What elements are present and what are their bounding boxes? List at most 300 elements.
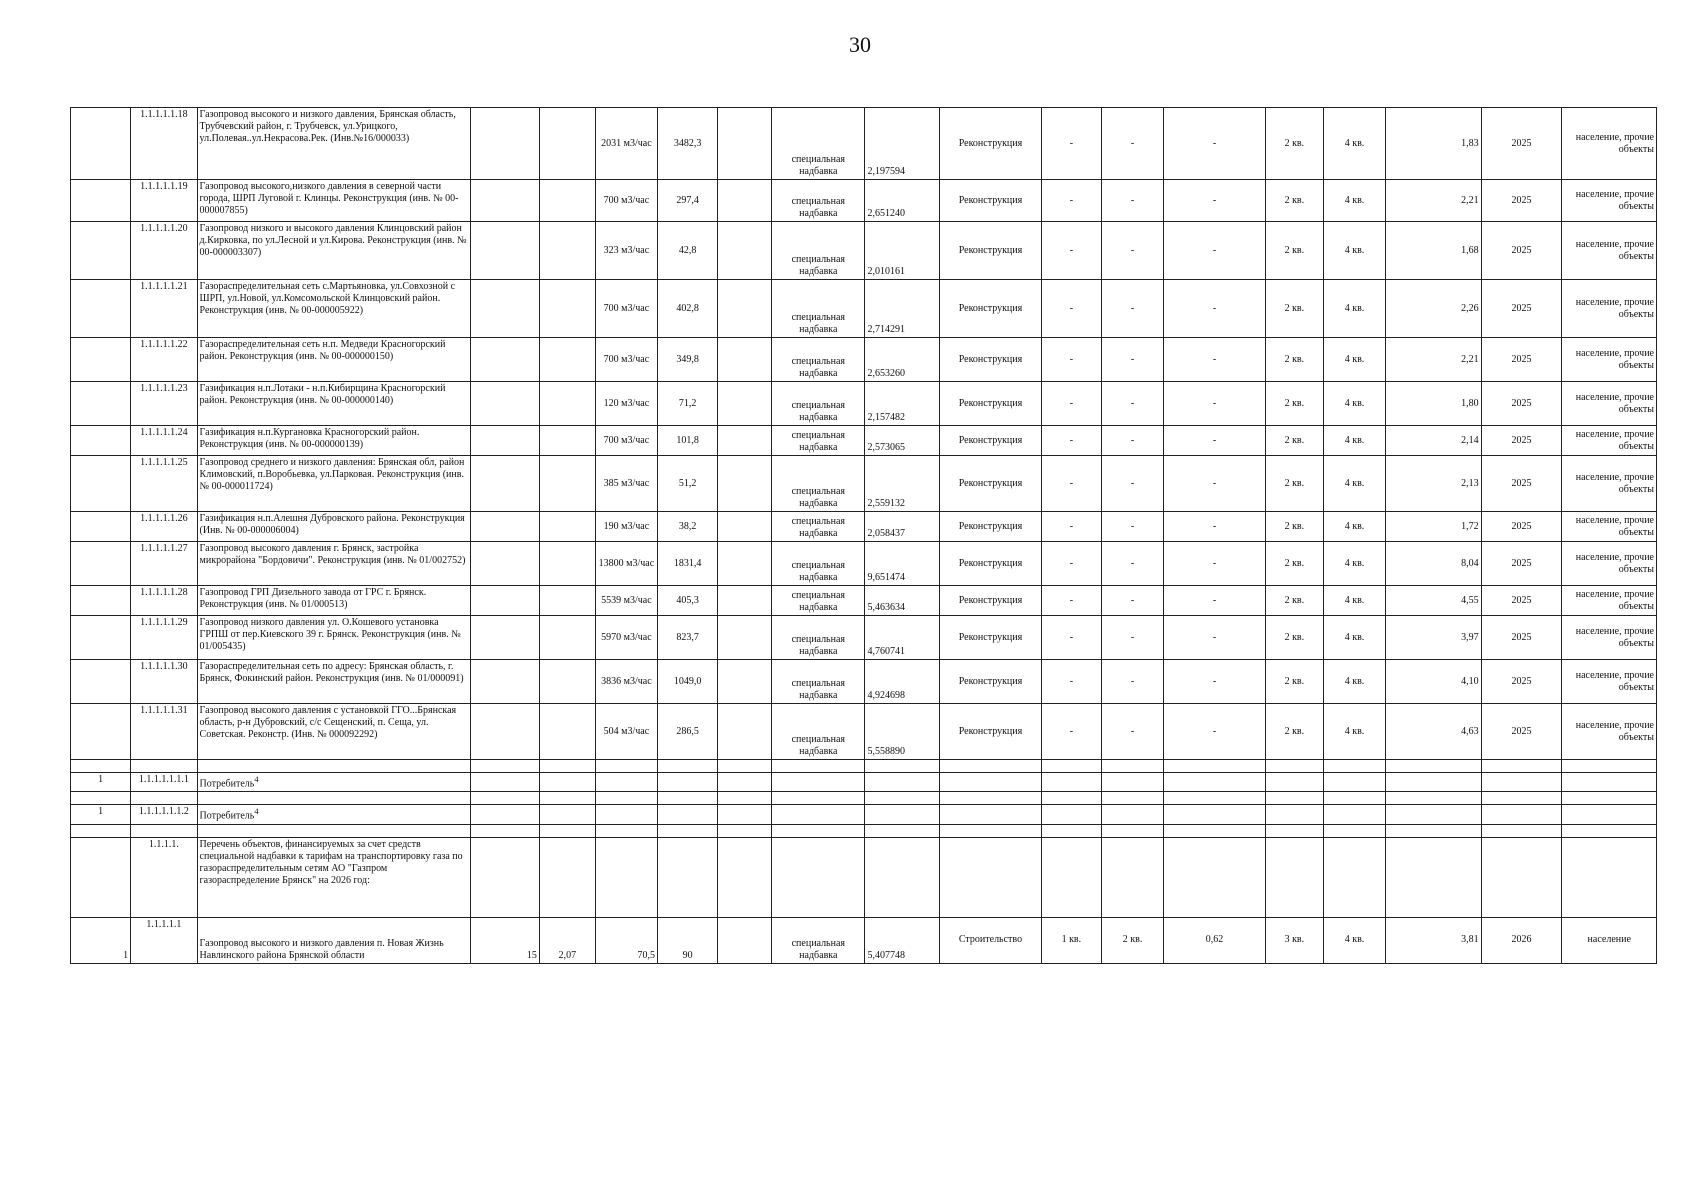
empty-cell (1323, 792, 1385, 805)
empty-cell (1041, 805, 1101, 824)
row-source: специальная надбавка (772, 180, 865, 222)
row-code: 1.1.1.1.1.31 (131, 704, 197, 760)
row-consumer: население, прочие объекты (1562, 704, 1657, 760)
empty-cell (1101, 824, 1163, 837)
row-number (71, 704, 131, 760)
row-source: специальная надбавка (772, 586, 865, 616)
row-value: 402,8 (658, 280, 718, 338)
empty-cell (1265, 760, 1323, 773)
row-start: 2 кв. (1265, 542, 1323, 586)
row-p1: - (1041, 704, 1101, 760)
row-p2: - (1101, 382, 1163, 426)
row-diameter (539, 108, 595, 180)
row-p3: - (1164, 512, 1266, 542)
row-year: 2025 (1481, 382, 1562, 426)
row-year: 2025 (1481, 222, 1562, 280)
row-consumer: население, прочие объекты (1562, 426, 1657, 456)
row-sum: 4,10 (1386, 660, 1481, 704)
row-name: Газораспределительная сеть с.Мартьяновка, ул.Совхозной с ШРП, ул.Новой, ул.Комсомольской Клинцовский район. Реконструкция (инв. № 00-000005922) (197, 280, 471, 338)
row-end: 4 кв. (1323, 222, 1385, 280)
empty-cell (539, 773, 595, 792)
empty-cell (940, 837, 1042, 917)
row-capacity: 2031 м3/час (595, 108, 657, 180)
table-row (71, 180, 1657, 222)
row-sum: 1,72 (1386, 512, 1481, 542)
row-value: 38,2 (658, 512, 718, 542)
empty-cell (595, 760, 657, 773)
row-type: Реконструкция (940, 456, 1042, 512)
row-year: 2025 (1481, 704, 1562, 760)
empty-cell (131, 792, 197, 805)
row-value: 42,8 (658, 222, 718, 280)
row-number (71, 426, 131, 456)
empty-cell (471, 837, 539, 917)
empty-cell (71, 792, 131, 805)
row-code: 1.1.1.1.1.20 (131, 222, 197, 280)
consumer-code: 1.1.1.1.1.1.1 (131, 773, 197, 792)
row-diameter (539, 542, 595, 586)
row-end: 4 кв. (1323, 280, 1385, 338)
row-capacity: 700 м3/час (595, 338, 657, 382)
empty-cell (1562, 824, 1657, 837)
row-name: Газопровод низкого и высокого давления Клинцовский район д.Кирковка, по ул.Лесной и ул.Кирова. Реконструкция (инв. № 00-000003307) (197, 222, 471, 280)
empty-cell (131, 760, 197, 773)
empty-cell (471, 773, 539, 792)
empty-cell (1323, 805, 1385, 824)
empty-row (71, 792, 1657, 805)
row-number (71, 456, 131, 512)
row-empty (718, 704, 772, 760)
row-length (471, 222, 539, 280)
row-year: 2025 (1481, 108, 1562, 180)
empty-cell (1323, 760, 1385, 773)
row-empty (718, 222, 772, 280)
row-diameter (539, 456, 595, 512)
row-capacity: 5539 м3/час (595, 586, 657, 616)
empty-cell (1041, 760, 1101, 773)
empty-cell (1265, 792, 1323, 805)
row-consumer: население (1562, 917, 1657, 963)
row-empty (718, 338, 772, 382)
row-code: 1.1.1.1.1.26 (131, 512, 197, 542)
row-type: Реконструкция (940, 108, 1042, 180)
row-year: 2025 (1481, 616, 1562, 660)
row-start: 2 кв. (1265, 586, 1323, 616)
row-p1: - (1041, 426, 1101, 456)
empty-cell (1101, 792, 1163, 805)
row-type: Реконструкция (940, 338, 1042, 382)
row-code: 1.1.1.1.1.22 (131, 338, 197, 382)
empty-cell (658, 824, 718, 837)
row-capacity: 190 м3/час (595, 512, 657, 542)
row-source: специальная надбавка (772, 426, 865, 456)
empty-cell (718, 773, 772, 792)
row-p3: - (1164, 586, 1266, 616)
empty-row (71, 824, 1657, 837)
row-length (471, 512, 539, 542)
table-row (71, 280, 1657, 338)
section-row (71, 837, 1657, 917)
row-start: 2 кв. (1265, 704, 1323, 760)
row-year: 2025 (1481, 338, 1562, 382)
row-source: специальная надбавка (772, 456, 865, 512)
row-p3: - (1164, 456, 1266, 512)
empty-cell (595, 773, 657, 792)
row-value: 823,7 (658, 616, 718, 660)
row-end: 4 кв. (1323, 180, 1385, 222)
section-number (71, 837, 131, 917)
row-capacity: 700 м3/час (595, 426, 657, 456)
empty-cell (1041, 792, 1101, 805)
empty-cell (595, 805, 657, 824)
row-length (471, 616, 539, 660)
row-coef: 2,058437 (865, 512, 940, 542)
row-year: 2025 (1481, 426, 1562, 456)
empty-cell (1164, 824, 1266, 837)
row-end: 4 кв. (1323, 512, 1385, 542)
row-empty (718, 382, 772, 426)
consumer-label: Потребитель (199, 778, 255, 790)
row-empty (718, 180, 772, 222)
row-year: 2025 (1481, 660, 1562, 704)
row-name: Газопровод высокого давления г. Брянск, застройка микрорайона "Бордовичи". Реконструкция (инв. № 01/002752) (197, 542, 471, 586)
row-source: специальная надбавка (772, 512, 865, 542)
empty-cell (1101, 773, 1163, 792)
row-p2: - (1101, 108, 1163, 180)
section-code: 1.1.1.1. (131, 837, 197, 917)
row-p2: - (1101, 704, 1163, 760)
row-year: 2026 (1481, 917, 1562, 963)
empty-cell (1386, 792, 1481, 805)
row-value: 349,8 (658, 338, 718, 382)
row-p1: 1 кв. (1041, 917, 1101, 963)
row-coef: 5,407748 (865, 917, 940, 963)
empty-cell (718, 792, 772, 805)
empty-cell (1041, 824, 1101, 837)
empty-cell (772, 792, 865, 805)
row-consumer: население, прочие объекты (1562, 108, 1657, 180)
row-sum: 4,55 (1386, 586, 1481, 616)
empty-cell (658, 760, 718, 773)
row-name: Газопровод среднего и низкого давления: Брянская обл, район Климовский, п.Воробьевка, ул.Парковая. Реконструкция (инв. № 00-000011724) (197, 456, 471, 512)
empty-cell (471, 792, 539, 805)
table-row (71, 917, 1657, 963)
row-number (71, 382, 131, 426)
row-p2: 2 кв. (1101, 917, 1163, 963)
row-type: Строительство (940, 917, 1042, 963)
row-coef: 2,653260 (865, 338, 940, 382)
row-diameter (539, 616, 595, 660)
row-type: Реконструкция (940, 704, 1042, 760)
row-type: Реконструкция (940, 660, 1042, 704)
empty-cell (865, 824, 940, 837)
empty-cell (865, 773, 940, 792)
row-sum: 3,81 (1386, 917, 1481, 963)
empty-cell (1562, 837, 1657, 917)
row-empty (718, 512, 772, 542)
row-type: Реконструкция (940, 426, 1042, 456)
row-end: 4 кв. (1323, 917, 1385, 963)
row-length (471, 704, 539, 760)
row-name: Газораспределительная сеть по адресу: Брянская область, г. Брянск, Фокинский район. Реконструкция (инв. № 01/000091) (197, 660, 471, 704)
row-end: 4 кв. (1323, 704, 1385, 760)
empty-cell (471, 760, 539, 773)
row-consumer: население, прочие объекты (1562, 542, 1657, 586)
row-type: Реконструкция (940, 542, 1042, 586)
empty-cell (1265, 824, 1323, 837)
footnote-mark: 4 (254, 775, 259, 784)
row-p1: - (1041, 542, 1101, 586)
row-p3: - (1164, 108, 1266, 180)
row-capacity: 323 м3/час (595, 222, 657, 280)
row-name: Газораспределительная сеть н.п. Медведи Красногорский район. Реконструкция (инв. № 00-000000150) (197, 338, 471, 382)
row-sum: 8,04 (1386, 542, 1481, 586)
row-diameter (539, 382, 595, 426)
row-number (71, 108, 131, 180)
row-type: Реконструкция (940, 512, 1042, 542)
empty-cell (1562, 773, 1657, 792)
row-year: 2025 (1481, 586, 1562, 616)
empty-cell (940, 824, 1042, 837)
row-diameter (539, 586, 595, 616)
row-number (71, 338, 131, 382)
row-p1: - (1041, 382, 1101, 426)
row-p2: - (1101, 616, 1163, 660)
section-title: Перечень объектов, финансируемых за счет средств специальной надбавки к тарифам на транспортировку газа по газораспределительным сетям АО "Газпром газораспределение Брянск" на 2026 год: (197, 837, 471, 917)
row-number (71, 280, 131, 338)
empty-cell (1265, 837, 1323, 917)
row-p1: - (1041, 338, 1101, 382)
row-p3: - (1164, 338, 1266, 382)
row-number (71, 512, 131, 542)
row-start: 2 кв. (1265, 280, 1323, 338)
row-number (71, 222, 131, 280)
row-type: Реконструкция (940, 222, 1042, 280)
row-value: 286,5 (658, 704, 718, 760)
row-source: специальная надбавка (772, 917, 865, 963)
row-start: 3 кв. (1265, 917, 1323, 963)
row-sum: 2,13 (1386, 456, 1481, 512)
row-code: 1.1.1.1.1 (131, 917, 197, 963)
row-value: 1049,0 (658, 660, 718, 704)
table-row (71, 660, 1657, 704)
row-consumer: население, прочие объекты (1562, 222, 1657, 280)
row-capacity: 5970 м3/час (595, 616, 657, 660)
row-p2: - (1101, 660, 1163, 704)
row-capacity: 504 м3/час (595, 704, 657, 760)
empty-cell (1386, 760, 1481, 773)
row-length (471, 426, 539, 456)
row-value: 51,2 (658, 456, 718, 512)
row-empty (718, 917, 772, 963)
row-sum: 2,21 (1386, 338, 1481, 382)
row-consumer: население, прочие объекты (1562, 586, 1657, 616)
empty-cell (772, 805, 865, 824)
row-coef: 5,463634 (865, 586, 940, 616)
row-p2: - (1101, 512, 1163, 542)
row-length (471, 382, 539, 426)
footnote-mark: 4 (254, 807, 259, 817)
row-source: специальная надбавка (772, 542, 865, 586)
empty-cell (772, 773, 865, 792)
empty-cell (539, 805, 595, 824)
row-p1: - (1041, 660, 1101, 704)
empty-cell (1164, 760, 1266, 773)
row-name: Газопровод высокого давления с установкой ГГО...Брянская область, р-н Дубровский, с/с Сещенский, п. Сеща, ул. Советская. Реконстр. (Инв. № 000092292) (197, 704, 471, 760)
row-p3: - (1164, 180, 1266, 222)
empty-cell (1386, 805, 1481, 824)
row-diameter (539, 704, 595, 760)
row-empty (718, 108, 772, 180)
row-end: 4 кв. (1323, 660, 1385, 704)
row-end: 4 кв. (1323, 456, 1385, 512)
row-name: Газопровод высокого,низкого давления в северной части города, ШРП Луговой г. Клинцы. Реконструкция (инв. № 00-000007855) (197, 180, 471, 222)
row-diameter: 2,07 (539, 917, 595, 963)
row-coef: 2,157482 (865, 382, 940, 426)
row-coef: 2,559132 (865, 456, 940, 512)
row-number (71, 586, 131, 616)
empty-cell (1164, 773, 1266, 792)
row-capacity: 700 м3/час (595, 280, 657, 338)
row-p1: - (1041, 512, 1101, 542)
empty-cell (1481, 792, 1562, 805)
row-sum: 1,80 (1386, 382, 1481, 426)
row-diameter (539, 280, 595, 338)
row-p1: - (1041, 180, 1101, 222)
empty-cell (1164, 792, 1266, 805)
table-row (71, 586, 1657, 616)
consumer-number: 1 (71, 773, 131, 792)
row-end: 4 кв. (1323, 586, 1385, 616)
empty-cell (658, 837, 718, 917)
row-length (471, 586, 539, 616)
row-name: Газопровод высокого и низкого давления, Брянская область, Трубчевский район, г. Трубчевск, ул.Урицкого, ул.Полевая..ул.Некрасова.Рек. (Инв.№16/000033) (197, 108, 471, 180)
row-length (471, 456, 539, 512)
row-consumer: население, прочие объекты (1562, 456, 1657, 512)
row-name: Газификация н.п.Алешня Дубровского района. Реконструкция (Инв. № 00-000006004) (197, 512, 471, 542)
empty-cell (539, 837, 595, 917)
empty-cell (1386, 837, 1481, 917)
row-number (71, 180, 131, 222)
row-length (471, 338, 539, 382)
row-capacity: 385 м3/час (595, 456, 657, 512)
row-p2: - (1101, 426, 1163, 456)
row-number (71, 616, 131, 660)
table-row (71, 222, 1657, 280)
row-year: 2025 (1481, 180, 1562, 222)
row-number (71, 542, 131, 586)
row-length: 15 (471, 917, 539, 963)
row-capacity: 70,5 (595, 917, 657, 963)
empty-cell (197, 824, 471, 837)
row-value: 71,2 (658, 382, 718, 426)
row-code: 1.1.1.1.1.24 (131, 426, 197, 456)
row-source: специальная надбавка (772, 616, 865, 660)
row-code: 1.1.1.1.1.19 (131, 180, 197, 222)
row-year: 2025 (1481, 542, 1562, 586)
row-p3: - (1164, 426, 1266, 456)
row-name: Газопровод низкого давления ул. О.Кошевого установка ГРПШ от пер.Киевского 39 г. Брянск. Реконструкция (инв. № 01/005435) (197, 616, 471, 660)
empty-cell (658, 805, 718, 824)
empty-cell (131, 824, 197, 837)
table-row (71, 426, 1657, 456)
empty-cell (539, 760, 595, 773)
row-length (471, 660, 539, 704)
row-end: 4 кв. (1323, 616, 1385, 660)
empty-cell (1164, 837, 1266, 917)
row-type: Реконструкция (940, 616, 1042, 660)
empty-cell (539, 792, 595, 805)
empty-cell (1101, 760, 1163, 773)
row-p3: 0,62 (1164, 917, 1266, 963)
table-row (71, 542, 1657, 586)
row-length (471, 108, 539, 180)
row-coef: 2,651240 (865, 180, 940, 222)
row-diameter (539, 180, 595, 222)
consumer-number: 1 (71, 805, 131, 824)
row-start: 2 кв. (1265, 382, 1323, 426)
row-code: 1.1.1.1.1.27 (131, 542, 197, 586)
row-p3: - (1164, 542, 1266, 586)
row-source: специальная надбавка (772, 108, 865, 180)
row-year: 2025 (1481, 280, 1562, 338)
row-value: 1831,4 (658, 542, 718, 586)
empty-cell (1265, 773, 1323, 792)
row-sum: 1,68 (1386, 222, 1481, 280)
empty-cell (595, 824, 657, 837)
empty-cell (1041, 837, 1101, 917)
empty-cell (539, 824, 595, 837)
row-end: 4 кв. (1323, 382, 1385, 426)
row-p3: - (1164, 222, 1266, 280)
table-row (71, 108, 1657, 180)
row-p2: - (1101, 542, 1163, 586)
empty-cell (658, 792, 718, 805)
row-consumer: население, прочие объекты (1562, 280, 1657, 338)
row-value: 3482,3 (658, 108, 718, 180)
row-p2: - (1101, 338, 1163, 382)
investment-table (70, 107, 1657, 964)
row-code: 1.1.1.1.1.21 (131, 280, 197, 338)
empty-cell (1562, 805, 1657, 824)
row-end: 4 кв. (1323, 542, 1385, 586)
row-empty (718, 280, 772, 338)
empty-cell (595, 837, 657, 917)
row-p1: - (1041, 456, 1101, 512)
row-source: специальная надбавка (772, 222, 865, 280)
empty-cell (940, 773, 1042, 792)
consumer-row (71, 773, 1657, 792)
row-length (471, 180, 539, 222)
row-consumer: население, прочие объекты (1562, 512, 1657, 542)
empty-cell (865, 805, 940, 824)
row-empty (718, 426, 772, 456)
row-diameter (539, 338, 595, 382)
empty-cell (865, 760, 940, 773)
row-p2: - (1101, 180, 1163, 222)
row-coef: 2,573065 (865, 426, 940, 456)
row-empty (718, 586, 772, 616)
row-capacity: 120 м3/час (595, 382, 657, 426)
row-empty (718, 542, 772, 586)
row-p3: - (1164, 704, 1266, 760)
row-code: 1.1.1.1.1.25 (131, 456, 197, 512)
table-body (71, 108, 1657, 964)
empty-cell (718, 837, 772, 917)
row-year: 2025 (1481, 456, 1562, 512)
row-consumer: население, прочие объекты (1562, 338, 1657, 382)
row-length (471, 280, 539, 338)
